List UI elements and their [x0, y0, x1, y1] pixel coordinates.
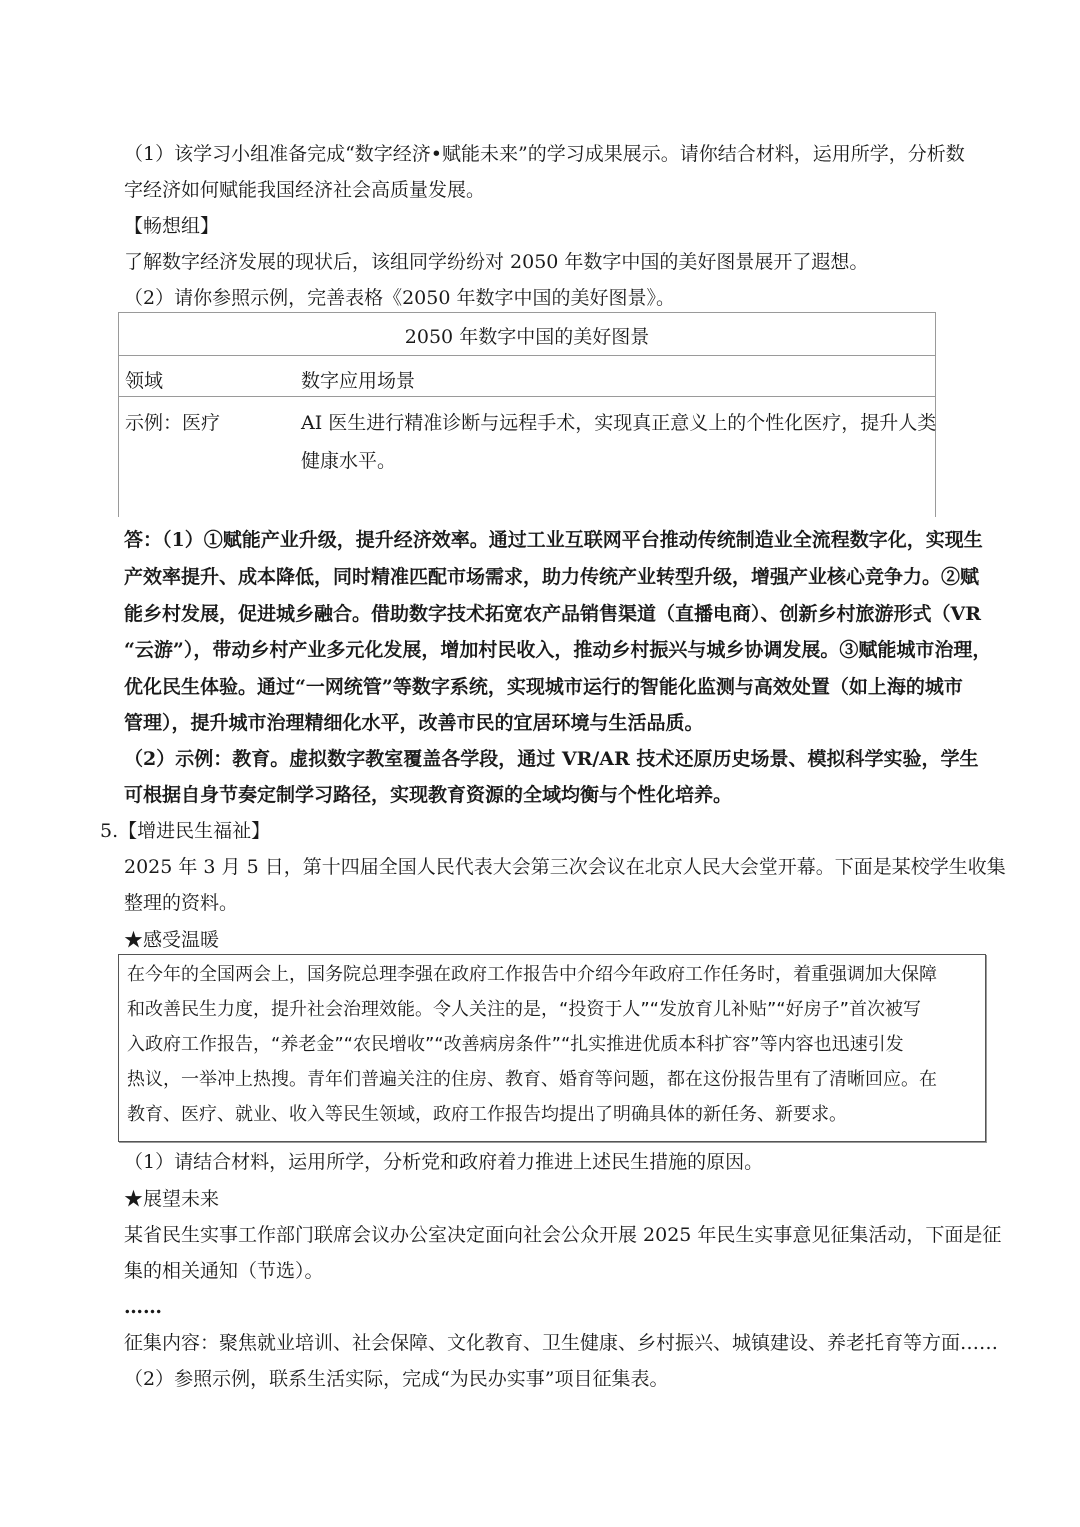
ellipsis: ……: [124, 1296, 162, 1318]
part2-intro-line-2: 整理的资料。: [124, 892, 239, 914]
column-header-field: 领域: [125, 370, 164, 392]
part2-intro-line-1: 2025 年 3 月 5 日，第十四届全国人民代表大会第三次会议在北京人民大会堂开幕。下面是某校学生收集: [124, 856, 1006, 878]
group-title: 【畅想组】: [124, 215, 220, 237]
material-line-1: 在今年的全国两会上，国务院总理李强在政府工作报告中介绍今年政府工作任务时，着重强调加大保障: [127, 964, 937, 985]
answer-1-line-1: 答：（1）①赋能产业升级，提升经济效率。通过工业互联网平台推动传统制造业全流程数字化，实现生: [124, 529, 983, 551]
example-scene-line-1: AI 医生进行精准诊断与远程手术，实现真正意义上的个性化医疗，提升人类: [301, 412, 937, 434]
answer-1-line-2: 产效率提升、成本降低，同时精准匹配市场需求，助力传统产业转型升级，增强产业核心竞争力。②赋: [124, 566, 980, 588]
example-field: 示例：医疗: [125, 412, 221, 434]
question-2: （2）请你参照示例，完善表格《2050 年数字中国的美好图景》。: [124, 287, 675, 309]
material-line-3: 入政府工作报告，“养老金”“农民增收”“改善病房条件”“扎实推进优质本科扩容”等内容也迅速引发: [127, 1034, 904, 1055]
example-scene-line-2: 健康水平。: [301, 450, 397, 472]
column-header-scene: 数字应用场景: [301, 370, 416, 392]
answer-2-line-2: 可根据自身节奏定制学习路径，实现教育资源的全域均衡与个性化培养。: [124, 784, 733, 806]
vision-table: [118, 312, 936, 517]
material-line-4: 热议，一举冲上热搜。青年们普遍关注的住房、教育、婚育等问题，都在这份报告里有了清晰回应。在: [127, 1069, 937, 1090]
notice-line-1: 某省民生实事工作部门联席会议办公室决定面向社会公众开展 2025 年民生实事意见征集活动，下面是征: [124, 1224, 1002, 1246]
part2-question-1: （1）请结合材料，运用所学，分析党和政府着力推进上述民生措施的原因。: [124, 1151, 764, 1173]
section-feel-warmth: ★感受温暖: [124, 929, 220, 951]
table-header-row: [119, 356, 935, 397]
table-title: 2050 年数字中国的美好图景: [404, 326, 650, 348]
group-intro: 了解数字经济发展的现状后，该组同学纷纷对 2050 年数字中国的美好图景展开了遐想。: [124, 251, 869, 273]
question-5-heading: 5.【增进民生福祉】: [100, 820, 271, 842]
material-line-5: 教育、医疗、就业、收入等民生领域，政府工作报告均提出了明确具体的新任务、新要求。: [127, 1104, 847, 1125]
section-look-ahead: ★展望未来: [124, 1188, 220, 1210]
collection-content: 征集内容：聚焦就业培训、社会保障、文化教育、卫生健康、乡村振兴、城镇建设、养老托育等方面……: [124, 1332, 999, 1354]
answer-2-line-1: （2）示例：教育。虚拟数字教室覆盖各学段，通过 VR/AR 技术还原历史场景、模拟科学实验，学生: [124, 748, 979, 770]
answer-1-line-3: 能乡村发展，促进城乡融合。借助数字技术拓宽农产品销售渠道（直播电商）、创新乡村旅游形式（VR: [124, 603, 982, 625]
answer-1-line-5: 优化民生体验。通过“一网统管”等数字系统，实现城市运行的智能化监测与高效处置（如上海的城市: [124, 676, 963, 698]
question-1-line-1: （1）该学习小组准备完成“数字经济•赋能未来”的学习成果展示。请你结合材料，运用所学，分析数: [124, 143, 965, 165]
answer-1-line-6: 管理），提升城市治理精细化水平，改善市民的宜居环境与生活品质。: [124, 712, 704, 734]
question-1-line-2: 字经济如何赋能我国经济社会高质量发展。: [124, 179, 486, 201]
material-line-2: 和改善民生力度，提升社会治理效能。令人关注的是，“投资于人”“发放育儿补贴”“好房子”首次被写: [127, 999, 921, 1020]
material-box: [118, 954, 986, 1142]
answer-1-line-4: “云游”），带动乡村产业多元化发展，增加村民收入，推动乡村振兴与城乡协调发展。③赋能城市治理，: [124, 639, 992, 661]
part2-question-2: （2）参照示例，联系生活实际，完成“为民办实事”项目征集表。: [124, 1368, 669, 1390]
notice-line-2: 集的相关通知（节选）。: [124, 1260, 324, 1282]
